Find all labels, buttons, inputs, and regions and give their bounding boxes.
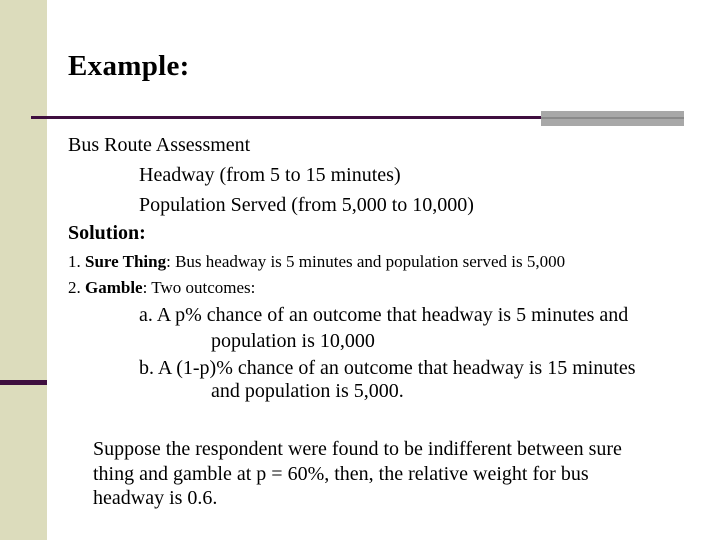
sure-thing-label: Sure Thing bbox=[85, 252, 167, 271]
assessment-heading: Bus Route Assessment bbox=[68, 134, 251, 156]
attribute-headway: Headway (from 5 to 15 minutes) bbox=[139, 164, 401, 186]
attribute-population: Population Served (from 5,000 to 10,000) bbox=[139, 194, 474, 216]
slide-title: Example: bbox=[68, 50, 190, 82]
conclusion-line2: thing and gamble at p = 60%, then, the relative weight for bus bbox=[93, 463, 589, 485]
sure-thing-number: 1. bbox=[68, 252, 81, 271]
sure-thing-line bbox=[68, 252, 565, 272]
sure-thing-text: : Bus headway is 5 minutes and population served is 5,000 bbox=[166, 252, 566, 271]
outcome-b-line2: and population is 5,000. bbox=[211, 380, 404, 402]
gamble-label: Gamble bbox=[85, 278, 143, 297]
title-rule-gray-line bbox=[541, 117, 684, 119]
solution-label: Solution: bbox=[68, 222, 146, 244]
title-underline-rule bbox=[31, 116, 541, 119]
outcome-b-line1: b. A (1-p)% chance of an outcome that headway is 15 minutes bbox=[139, 357, 636, 379]
left-band-accent-stripe bbox=[0, 380, 47, 385]
outcome-a-line2: population is 10,000 bbox=[211, 330, 375, 352]
gamble-text: : Two outcomes: bbox=[142, 278, 256, 297]
outcome-a-line1: a. A p% chance of an outcome that headway is 5 minutes and bbox=[139, 304, 629, 326]
conclusion-line3: headway is 0.6. bbox=[93, 487, 218, 509]
gamble-number: 2. bbox=[68, 278, 81, 297]
conclusion-line1: Suppose the respondent were found to be indifferent between sure bbox=[93, 438, 622, 460]
gamble-line bbox=[68, 278, 255, 298]
left-decorative-band bbox=[0, 0, 47, 540]
